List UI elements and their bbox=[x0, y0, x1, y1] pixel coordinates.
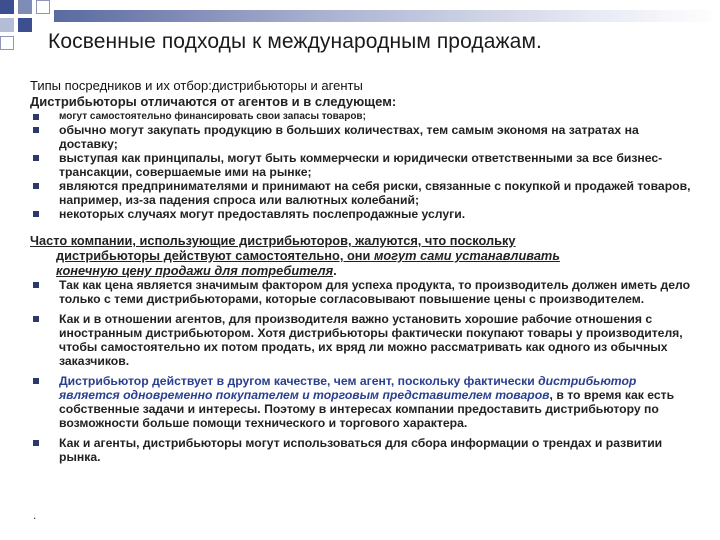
list-item: Так как цена является значимым фактором для успеха продукта, то производитель должен иметь дело только с теми дистрибьюторами, которые согласовывают повышение цены с производителем. bbox=[30, 278, 700, 306]
bullet-icon bbox=[33, 155, 39, 161]
corner-square-3 bbox=[36, 0, 50, 14]
bullet-icon bbox=[33, 127, 39, 133]
bullet-icon bbox=[33, 183, 39, 189]
distributor-relations-list bbox=[30, 278, 700, 464]
slide-title: Косвенные подходы к международным продажам. bbox=[48, 30, 542, 53]
bullet-icon bbox=[33, 316, 39, 322]
list-item: выступая как принципалы, могут быть коммерчески и юридически ответственными за все бизнес-трансакции, совершаемые ими на рынке; bbox=[30, 151, 700, 179]
corner-square-2 bbox=[18, 0, 32, 14]
slide-content bbox=[30, 78, 700, 470]
corner-square-5 bbox=[18, 18, 32, 32]
bullet-icon bbox=[33, 114, 39, 120]
distributor-features-list bbox=[30, 110, 700, 221]
pricing-paragraph: Часто компании, использующие дистрибьюторов, жалуются, что поскольку дистрибьюторы действуют самостоятельно, они могут сами устанавливать конечную цену продажи для потребителя. bbox=[30, 233, 560, 278]
bullet-icon bbox=[33, 378, 39, 384]
list-item: некоторых случаях могут предоставлять послепродажные услуги. bbox=[30, 207, 700, 221]
bullet-icon bbox=[33, 282, 39, 288]
bullet-icon bbox=[33, 440, 39, 446]
trailing-dot: . bbox=[33, 508, 37, 522]
corner-square-4 bbox=[0, 18, 14, 32]
intro-text: Дистрибьюторы отличаются от агентов и в следующем: bbox=[30, 94, 397, 109]
list-item: могут самостоятельно финансировать свои запасы товаров; bbox=[30, 110, 700, 123]
corner-square-6 bbox=[0, 36, 14, 50]
list-item: являются предпринимателями и принимают на себя риски, связанные с покупкой и продажей товаров, например, из-за падения спроса или валютных колебаний; bbox=[30, 179, 700, 207]
list-item: Как и в отношении агентов, для производителя важно установить хорошие рабочие отношения с иностранным дистрибьютором. Хотя дистрибьюторы фактически покупают товары у производителя, чтобы самостоятельно их потом продать, их вряд ли можно рассматривать как одного из обычных заказчиков. bbox=[30, 312, 700, 368]
list-item: обычно могут закупать продукцию в больших количествах, тем самым экономя на затратах на доставку; bbox=[30, 123, 700, 151]
list-item: Как и агенты, дистрибьюторы могут использоваться для сбора информации о трендах и развитии рынка. bbox=[30, 436, 700, 464]
top-gradient-bar bbox=[54, 10, 720, 22]
subtitle: Типы посредников и их отбор:дистрибьюторы и агенты bbox=[30, 78, 363, 93]
list-item: Дистрибьютор действует в другом качестве, чем агент, поскольку фактически дистрибьютор является одновременно покупателем и торговым представителем товаров, в то время как есть собственные задачи и интересы. Поэтому в интересах компании предоставить дистрибьютору по возможности больше помощи технического и торгового характера. bbox=[30, 374, 700, 430]
corner-square-1 bbox=[0, 0, 14, 14]
bullet-icon bbox=[33, 211, 39, 217]
